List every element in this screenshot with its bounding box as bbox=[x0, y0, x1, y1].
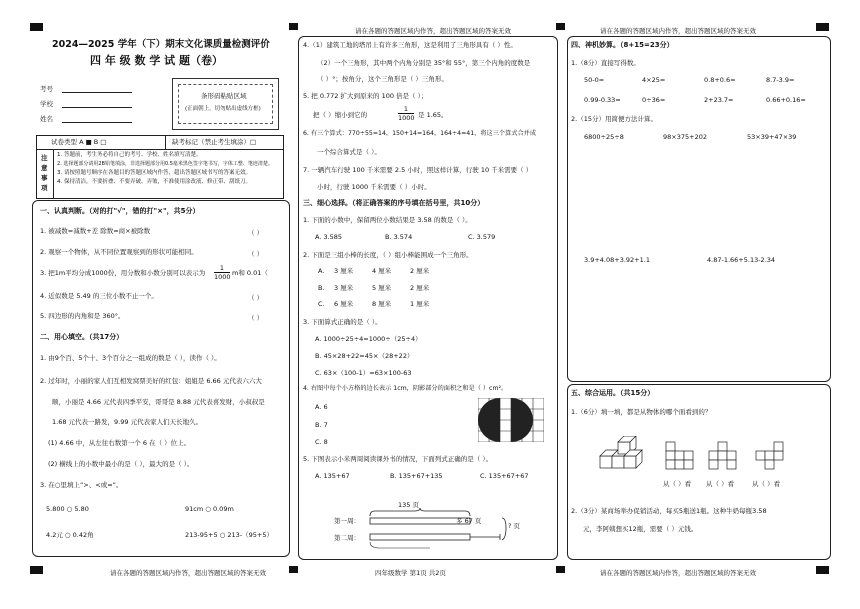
registration-mark bbox=[289, 566, 298, 573]
calc-2[interactable]: 4×25= bbox=[642, 76, 666, 84]
fraction: 1 1000 bbox=[398, 105, 415, 122]
answer-paren[interactable]: （ ） bbox=[248, 314, 264, 322]
s1-item-3-tail: m和 0.01（ bbox=[232, 269, 268, 277]
section5-title: 五、综合运用。（共15分） bbox=[571, 389, 655, 397]
s3-q3: 3. 下面算式正确的是（ ）。 bbox=[303, 318, 382, 326]
q5-line-c: 是 1.65。 bbox=[418, 111, 448, 119]
diagram-question: ? 页 bbox=[508, 522, 521, 530]
s3-q4: 4. 右图中每个小方格的边长表示 1cm，阴影部分的面积之和是（ ）cm²。 bbox=[303, 385, 508, 392]
calc-7[interactable]: 2+23.7= bbox=[704, 96, 734, 104]
s1-item-4: 4. 近似数是 5.49 的三位小数不止一个。 bbox=[40, 292, 158, 300]
q6-line-b: 一个综合算式是（ ）。 bbox=[317, 148, 381, 156]
q7-line-b: 小时，行驶 1000 千米需要（ ）小时。 bbox=[317, 183, 431, 191]
compare-2[interactable]: 91cm ○ 0.09m bbox=[185, 505, 234, 513]
note-2: 2. 选择题部分请用2B铅笔填涂，非选择题部分用0.5毫米黑色签字笔书写，字体工整、笔迹清楚。 bbox=[57, 161, 273, 167]
q5-line-a: 5. 把 0.772 扩大到原来的 100 倍是（ ）； bbox=[303, 92, 428, 100]
q4-line-c: （ ）°；按角分，这个三角形是（ ）三角形。 bbox=[317, 75, 448, 83]
view-label-3[interactable]: 从（ ）看 bbox=[752, 480, 781, 488]
diagram-week2: 第二周： bbox=[334, 534, 360, 542]
view-label-2[interactable]: 从（ ）看 bbox=[706, 480, 735, 488]
view-shape-1 bbox=[665, 441, 695, 471]
s1-item-2: 2. 观察一个物体，从不同位置观察到的形状可能相同。 bbox=[40, 248, 198, 256]
exam-no-field[interactable] bbox=[62, 92, 132, 93]
bottom-notice: 请在各题的答题区域内作答，超出答题区域的答案无效 bbox=[600, 569, 756, 577]
view-label-1[interactable]: 从（ ）看 bbox=[663, 480, 692, 488]
registration-mark bbox=[289, 23, 298, 30]
view-shape-3 bbox=[755, 441, 785, 471]
answer-paren[interactable]: （ ） bbox=[248, 294, 264, 302]
exam-subtitle: 四 年 级 数 学 试 题（卷） bbox=[90, 54, 223, 67]
s3-q1-opt-a[interactable]: A. 3.585 bbox=[315, 233, 343, 241]
s3-q3-opt-b[interactable]: B. 45×28+22=45×（28+22） bbox=[315, 352, 414, 360]
section4-title: 四、神机妙算。（8+15=23分） bbox=[571, 41, 674, 49]
s3-q3-opt-a[interactable]: A. 1000÷25÷4=1000÷（25÷4） bbox=[315, 335, 422, 343]
grid-figure bbox=[478, 398, 544, 442]
s4-q1: 1.（8分）直接写得数。 bbox=[571, 59, 640, 67]
shaded-half-circle bbox=[478, 398, 500, 442]
calc-1[interactable]: 50-0= bbox=[584, 76, 605, 84]
registration-mark bbox=[30, 566, 43, 574]
simple-2[interactable]: 98×375+202 bbox=[663, 133, 707, 141]
top-notice: 请在各题的答题区域内作答，超出答题区域的答案无效 bbox=[600, 27, 756, 35]
barcode-note: (正面朝上，切勿贴出虚线方框) bbox=[185, 106, 261, 112]
registration-mark bbox=[30, 23, 43, 31]
q4-line-b: （2）一个三角形，其中两个内角分别是 35°和 55°，第三个内角的度数是 bbox=[317, 59, 531, 67]
s5-q1: 1.（6分）填一填，都是从物体的哪个面看到的？ bbox=[571, 408, 712, 416]
calc-4[interactable]: 8.7-3.9= bbox=[766, 76, 795, 84]
s2-q2-2: (2) 横线上的小数中最小的是（ ），最大的是（ ）。 bbox=[48, 460, 194, 468]
diagram-more: 多 67 页 bbox=[456, 517, 482, 525]
notes-label: 注意事项 bbox=[41, 154, 48, 192]
note-3: 3. 请按照题号顺序在各题目的答题区域内作答，超出答题区域书写的答案无效。 bbox=[57, 170, 251, 176]
diagram-brackets bbox=[360, 508, 510, 552]
s1-item-3: 3. 把1m平均分成1000份，用分数和小数分别可以表示为 bbox=[40, 269, 206, 277]
s4-q2: 2.（15分）用简便方法计算。 bbox=[571, 115, 657, 123]
s3-q5-opt-a[interactable]: A. 135+67 bbox=[315, 472, 350, 480]
calc-3[interactable]: 0.8+0.6= bbox=[704, 76, 736, 84]
diagram-week1: 第一周： bbox=[334, 517, 360, 525]
s2-q2-b: 顺，小丽是 4.66 元代表四季平安，哥哥是 8.88 元代表喜发财，小叔叔是 bbox=[52, 398, 265, 406]
registration-mark bbox=[816, 566, 829, 574]
registration-mark bbox=[556, 23, 565, 30]
simple-4[interactable]: 3.9+4.08+3.92+1.1 bbox=[584, 256, 650, 264]
s5-q2-line-b: 元，李阿姨想买12瓶，需要（ ）元钱。 bbox=[583, 525, 698, 533]
s2-q1: 1. 由9个百、5个十、3个百分之一组成的数是（ ），读作（ ）。 bbox=[40, 354, 221, 362]
calc-6[interactable]: 0÷36= bbox=[642, 96, 666, 104]
s3-q4-opt-a[interactable]: A. 6 bbox=[315, 403, 328, 411]
simple-5[interactable]: 4.87-1.66+5.13-2.34 bbox=[707, 256, 776, 264]
s3-q1: 1. 下面的小数中，保留两位小数结果是 3.58 的数是（ ）。 bbox=[303, 216, 472, 224]
s1-item-5: 5. 四边形的内角和是 360°。 bbox=[40, 312, 125, 320]
page-footer: 四年级数学 第1页 共2页 bbox=[375, 569, 446, 577]
cube-solid bbox=[598, 436, 650, 472]
s3-q5-opt-b[interactable]: B. 135+67+135 bbox=[390, 472, 443, 480]
s2-q2-a: 2. 过年时，小丽的家人们互相发窝票美好的红包：姐姐是 6.66 元代表六六大 bbox=[40, 377, 262, 385]
name-field[interactable] bbox=[62, 122, 132, 123]
s2-q2-c: 1.68 元代表一路发，9.99 元代表家人们天长地久。 bbox=[52, 418, 203, 426]
compare-3[interactable]: 4.2元 ○ 0.42角 bbox=[46, 531, 94, 539]
answer-paren[interactable]: （ ） bbox=[248, 250, 264, 258]
q4-line-a: 4.（1）建筑工地的塔吊上有许多三角形，这是利用了三角形具有（ ）性。 bbox=[303, 41, 517, 49]
calc-8[interactable]: 0.66+0.16= bbox=[766, 96, 806, 104]
top-notice: 请在各题的答题区域内作答，超出答题区域的答案无效 bbox=[355, 27, 511, 35]
diagram-total: 135 页 bbox=[398, 501, 419, 509]
exam-no-label: 考号 bbox=[40, 85, 53, 93]
registration-mark bbox=[816, 23, 829, 31]
compare-4[interactable]: 213-95+5 ○ 213-（95+5） bbox=[185, 531, 274, 539]
s2-q2-1: (1) 4.66 中，从左往右数第一个 6 在（ ）位上。 bbox=[48, 439, 191, 447]
school-field[interactable] bbox=[62, 107, 132, 108]
exam-title: 2024—2025 学年（下）期末文化课质量检测评价 bbox=[52, 39, 270, 50]
barcode-area bbox=[172, 78, 279, 130]
q6-line-a: 6. 有三个算式：770÷55=14，150+14=164，164÷4=41，将这三个算式合并成 bbox=[303, 130, 537, 137]
section2-title: 二、用心填空。（共17分） bbox=[40, 333, 124, 341]
simple-3[interactable]: 53×39+47×39 bbox=[747, 133, 797, 141]
q5-line-b: 把（ ）缩小到它的 bbox=[313, 111, 368, 119]
section3-title: 三、细心选择。（将正确答案的序号填在括号里，共10分） bbox=[303, 199, 485, 207]
s3-q5-opt-c[interactable]: C. 135+67+67 bbox=[480, 472, 529, 480]
section1-title: 一、认真判断。（对的打"√"，错的打"×"，共5分） bbox=[40, 207, 200, 215]
note-1: 1. 答题前，考生务必将自己的考号、学校、姓名填写清楚。 bbox=[57, 152, 202, 158]
missing-mark[interactable]: 缺考标记（禁止考生填涂）□ bbox=[172, 138, 257, 146]
s2-q3: 3. 在○里填上“>、<或=”。 bbox=[40, 481, 123, 489]
s3-q3-opt-c[interactable]: C. 63×（100-1）=63×100-63 bbox=[315, 369, 412, 377]
barcode-title: 条形码粘贴区域 bbox=[201, 92, 247, 100]
s3-q4-opt-c[interactable]: C. 8 bbox=[315, 438, 328, 446]
bottom-notice: 请在各题的答题区域内作答，超出答题区域的答案无效 bbox=[110, 569, 266, 577]
s3-q1-opt-b[interactable]: B. 3.574 bbox=[385, 233, 413, 241]
q7-line-a: 7. 一辆汽车行驶 100 千米需要 2.5 小时，照这样计算，行驶 10 千米需要（ ） bbox=[303, 166, 533, 174]
simple-1[interactable]: 6800÷25÷8 bbox=[584, 133, 624, 141]
name-label: 姓名 bbox=[40, 115, 53, 123]
school-label: 学校 bbox=[40, 100, 53, 108]
compare-1[interactable]: 5.800 ○ 5.80 bbox=[46, 505, 89, 513]
s3-q5: 5. 下图表示小米两周阅读课外书的情况，下面列式正确的是（ ）。 bbox=[303, 455, 493, 463]
note-4: 4. 保持清洁，不要折叠、不要弄破、弄皱，不准使用涂改液、修正带、刮纸刀。 bbox=[57, 179, 251, 185]
paper-type: 试卷类型 A ■ B □ bbox=[51, 138, 107, 146]
info-table bbox=[36, 135, 284, 199]
calc-5[interactable]: 0.99-0.33= bbox=[584, 96, 621, 104]
s3-q4-opt-b[interactable]: B. 7 bbox=[315, 421, 328, 429]
shaded-half-circle bbox=[511, 398, 533, 442]
answer-box-right-top bbox=[567, 36, 831, 382]
fraction: 1 1000 bbox=[214, 264, 231, 281]
s5-q2-line-a: 2.（3分）某商场举办促销活动，每买5瓶送1瓶。这种牛奶每瓶3.58 bbox=[571, 507, 767, 515]
s1-item-1: 1. 被减数=减数+差 除数=商×被除数 bbox=[40, 227, 151, 235]
answer-paren[interactable]: （ ） bbox=[248, 229, 264, 237]
s3-q2: 2. 下面是三组小棒的长度，（ ）组小棒能围成一个三角形。 bbox=[303, 251, 473, 259]
view-shape-2 bbox=[708, 441, 738, 471]
s3-q1-opt-c[interactable]: C. 3.579 bbox=[468, 233, 496, 241]
registration-mark bbox=[556, 566, 565, 573]
